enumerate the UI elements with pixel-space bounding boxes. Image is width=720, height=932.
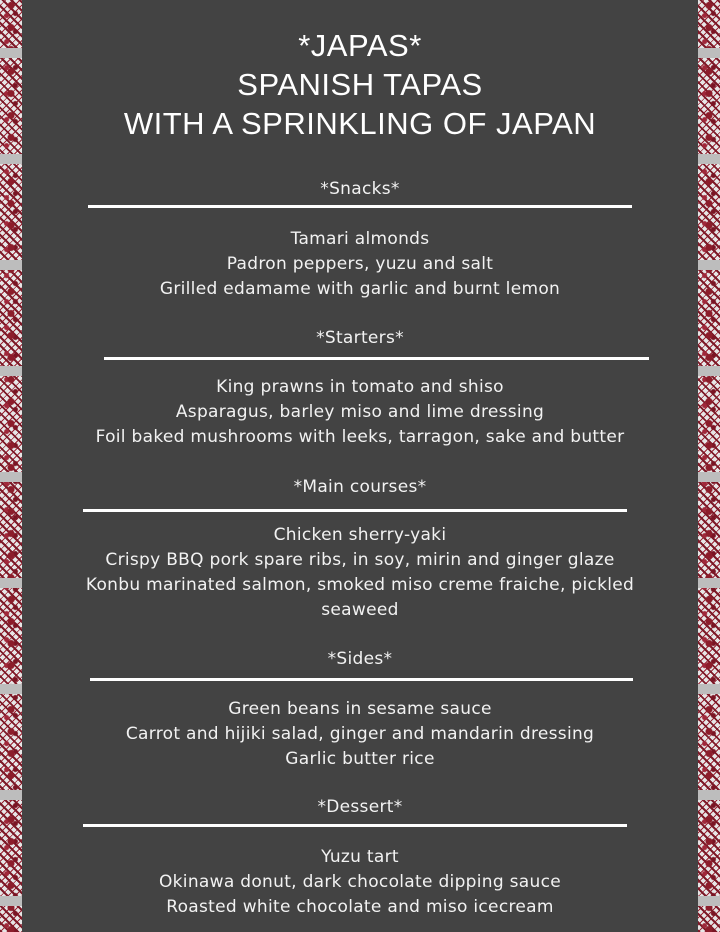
decorative-border-right <box>698 0 720 932</box>
menu-item: Tamari almonds <box>290 229 430 249</box>
menu-title-line-3: WITH A SPRINKLING OF JAPAN <box>123 106 597 141</box>
menu-item: Grilled edamame with garlic and burnt lemon <box>159 279 561 299</box>
menu-item: Garlic butter rice <box>285 749 435 769</box>
menu-item: Okinawa donut, dark chocolate dipping sauce <box>158 872 561 892</box>
section-divider <box>88 205 632 208</box>
menu-item: Crispy BBQ pork spare ribs, in soy, mirin and ginger glaze <box>105 550 615 570</box>
section-divider <box>104 357 649 360</box>
section-divider <box>90 678 633 681</box>
menu-item: Chicken sherry-yaki <box>273 525 447 545</box>
section-heading-starters: *Starters* <box>316 328 404 348</box>
menu-item: Asparagus, barley miso and lime dressing <box>175 402 545 422</box>
section-heading-snacks: *Snacks* <box>320 179 400 199</box>
section-divider <box>83 509 627 512</box>
menu-item: Foil baked mushrooms with leeks, tarragon, sake and butter <box>95 427 625 447</box>
menu-item: Carrot and hijiki salad, ginger and mandarin dressing <box>125 724 595 744</box>
menu-item: Padron peppers, yuzu and salt <box>226 254 494 274</box>
menu-item: Green beans in sesame sauce <box>228 699 492 719</box>
menu-item: King prawns in tomato and shiso <box>216 377 504 397</box>
menu-item: seaweed <box>321 600 399 620</box>
menu-panel <box>22 0 698 932</box>
section-heading-sides: *Sides* <box>327 649 393 669</box>
section-divider <box>83 824 627 827</box>
decorative-border-left <box>0 0 22 932</box>
section-heading-dessert: *Dessert* <box>317 797 403 817</box>
menu-title-line-1: *JAPAS* <box>298 28 422 63</box>
menu-item: Yuzu tart <box>321 847 399 867</box>
menu-item: Konbu marinated salmon, smoked miso creme fraiche, pickled <box>85 575 635 595</box>
section-heading-main-courses: *Main courses* <box>293 477 427 497</box>
menu-title-line-2: SPANISH TAPAS <box>237 67 483 102</box>
menu-item: Roasted white chocolate and miso icecream <box>166 897 554 917</box>
